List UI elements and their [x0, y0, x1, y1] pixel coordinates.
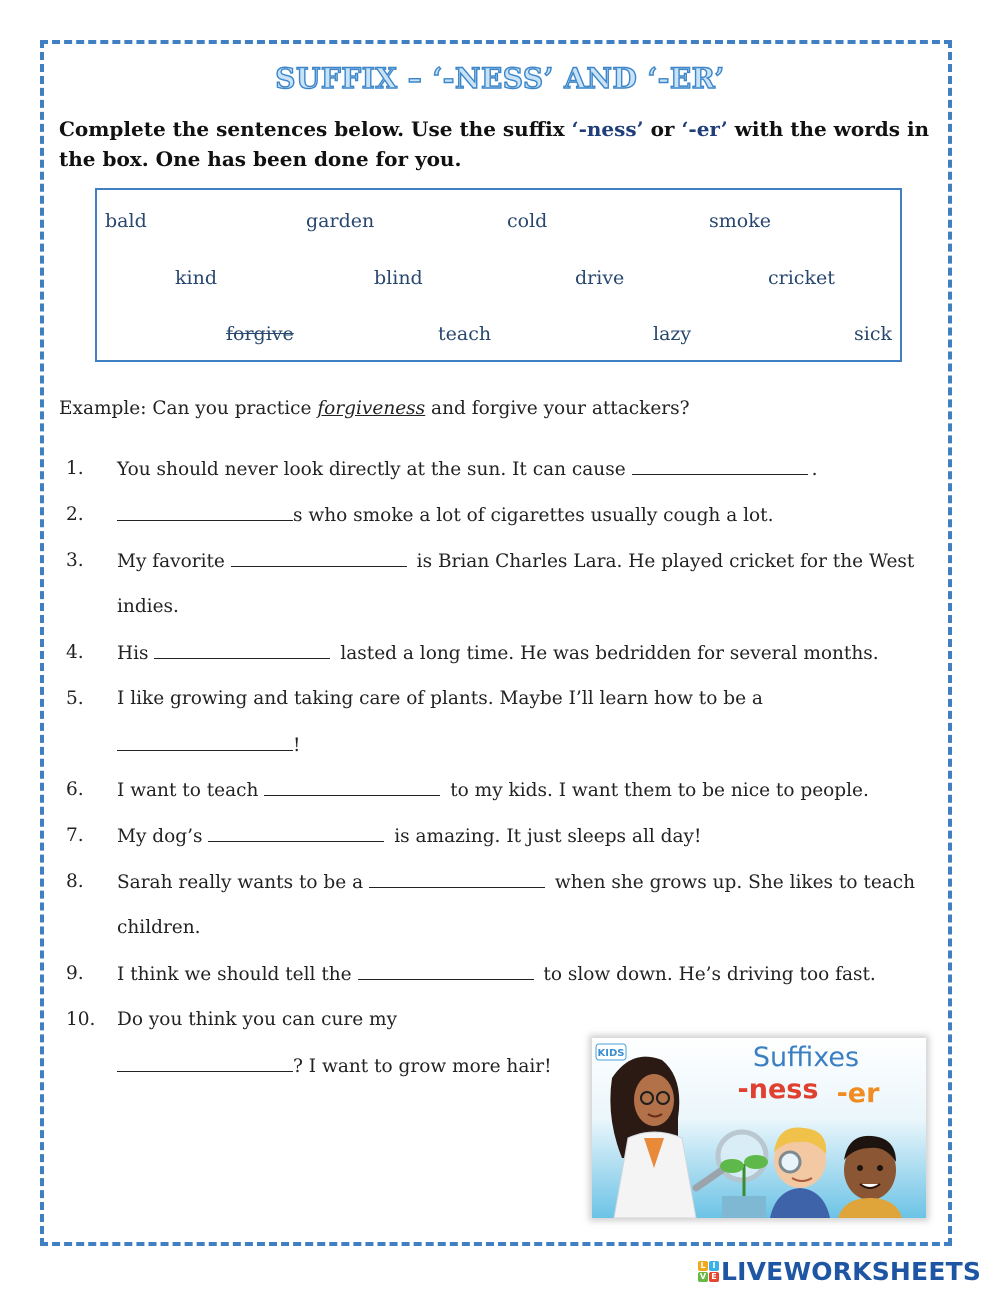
logo-text: LIVEWORKSHEETS [721, 1256, 982, 1286]
question-number: 9. [66, 963, 84, 984]
word-garden: garden [306, 210, 375, 232]
question-7 [117, 825, 701, 847]
question-number: 10. [66, 1009, 96, 1030]
answer-blank[interactable] [117, 734, 293, 751]
question-6 [117, 779, 869, 801]
word-bald: bald [105, 210, 147, 232]
question-text: You should never look directly at the sun. It can cause [117, 459, 632, 480]
question-text: lasted a long time. He was bedridden for several months. [334, 643, 879, 664]
question-text: ? I want to grow more hair! [293, 1056, 552, 1077]
illustration-suffix-er: -er [836, 1078, 880, 1109]
word-cold: cold [507, 210, 548, 232]
question-2 [117, 504, 774, 526]
example-answer: forgiveness [317, 398, 426, 419]
question-4 [117, 642, 879, 664]
logo-tile: E [709, 1272, 719, 1282]
answer-blank[interactable] [369, 871, 545, 888]
answer-blank[interactable] [117, 504, 293, 521]
answer-blank[interactable] [632, 458, 808, 475]
question-text: is amazing. It just sleeps all day! [388, 826, 702, 847]
question-10-continued [117, 1055, 552, 1077]
instructions-text: with the words in the box. One has been done for you. [59, 117, 930, 171]
logo-tiles-icon [698, 1261, 719, 1282]
example-sentence [59, 398, 690, 419]
illustration-title: Suffixes [752, 1042, 860, 1073]
question-number: 5. [66, 688, 84, 709]
word-lazy: lazy [653, 323, 692, 345]
question-text: is Brian Charles Lara. He played cricket for the West [410, 551, 915, 572]
question-text: My favorite [117, 551, 231, 572]
example-suffix: and forgive your attackers? [425, 398, 690, 419]
worksheet-title: SUFFIX – ‘-NESS’ AND ‘-ER’ [275, 62, 725, 95]
question-3 [117, 550, 914, 572]
question-1 [117, 458, 817, 480]
question-text: I think we should tell the [117, 964, 358, 985]
word-cricket: cricket [768, 267, 835, 289]
logo-tile: V [699, 1271, 707, 1281]
question-number: 1. [66, 458, 84, 479]
answer-blank[interactable] [231, 550, 407, 567]
question-text: Sarah really wants to be a [117, 872, 369, 893]
question-text: when she grows up. She likes to teach [548, 872, 916, 893]
word-smoke: smoke [709, 210, 771, 232]
question-8 [117, 871, 915, 893]
question-3-continued: indies. [117, 596, 179, 617]
liveworksheets-logo[interactable] [698, 1256, 981, 1286]
question-text: . [811, 459, 818, 480]
illustration-graphic [592, 1038, 926, 1218]
question-5-continued [117, 734, 300, 756]
example-prefix: Example: Can you practice [59, 398, 318, 419]
instructions [59, 114, 939, 174]
question-9 [117, 963, 876, 985]
answer-blank[interactable] [264, 779, 440, 796]
answer-blank[interactable] [117, 1055, 293, 1072]
question-text: ! [293, 735, 301, 756]
question-text: I want to teach [117, 780, 265, 801]
question-number: 3. [66, 550, 84, 571]
word-drive: drive [575, 267, 625, 289]
word-sick: sick [854, 323, 892, 345]
illustration-suffix-ness: -ness [737, 1074, 819, 1105]
instructions-text: or [643, 117, 682, 141]
word-teach: teach [438, 323, 492, 345]
logo-tile: L [698, 1261, 708, 1271]
question-text: to slow down. He’s driving too fast. [537, 964, 876, 985]
question-text: s who smoke a lot of cigarettes usually cough a lot. [293, 505, 774, 526]
question-text: His [117, 643, 155, 664]
suffixes-illustration [592, 1038, 926, 1218]
question-10: Do you think you can cure my [117, 1009, 398, 1030]
question-number: 6. [66, 779, 84, 800]
word-box [95, 188, 902, 362]
answer-blank[interactable] [154, 642, 330, 659]
illustration-badge: KIDS [597, 1048, 625, 1059]
suffix-er: ‘-er’ [681, 117, 728, 141]
question-5: I like growing and taking care of plants. Maybe I’ll learn how to be a [117, 688, 763, 709]
question-number: 7. [66, 825, 84, 846]
question-8-continued: children. [117, 917, 201, 938]
question-text: My dog’s [117, 826, 209, 847]
word-kind: kind [175, 267, 217, 289]
question-number: 8. [66, 871, 84, 892]
answer-blank[interactable] [358, 963, 534, 980]
word-forgive: forgive [226, 323, 294, 345]
word-blind: blind [374, 267, 423, 289]
question-number: 2. [66, 504, 84, 525]
question-text: to my kids. I want them to be nice to people. [444, 780, 869, 801]
answer-blank[interactable] [208, 825, 384, 842]
logo-tile: I [709, 1261, 719, 1271]
question-number: 4. [66, 642, 84, 663]
suffix-ness: ‘-ness’ [571, 117, 644, 141]
instructions-text: Complete the sentences below. Use the suffix [59, 117, 572, 141]
